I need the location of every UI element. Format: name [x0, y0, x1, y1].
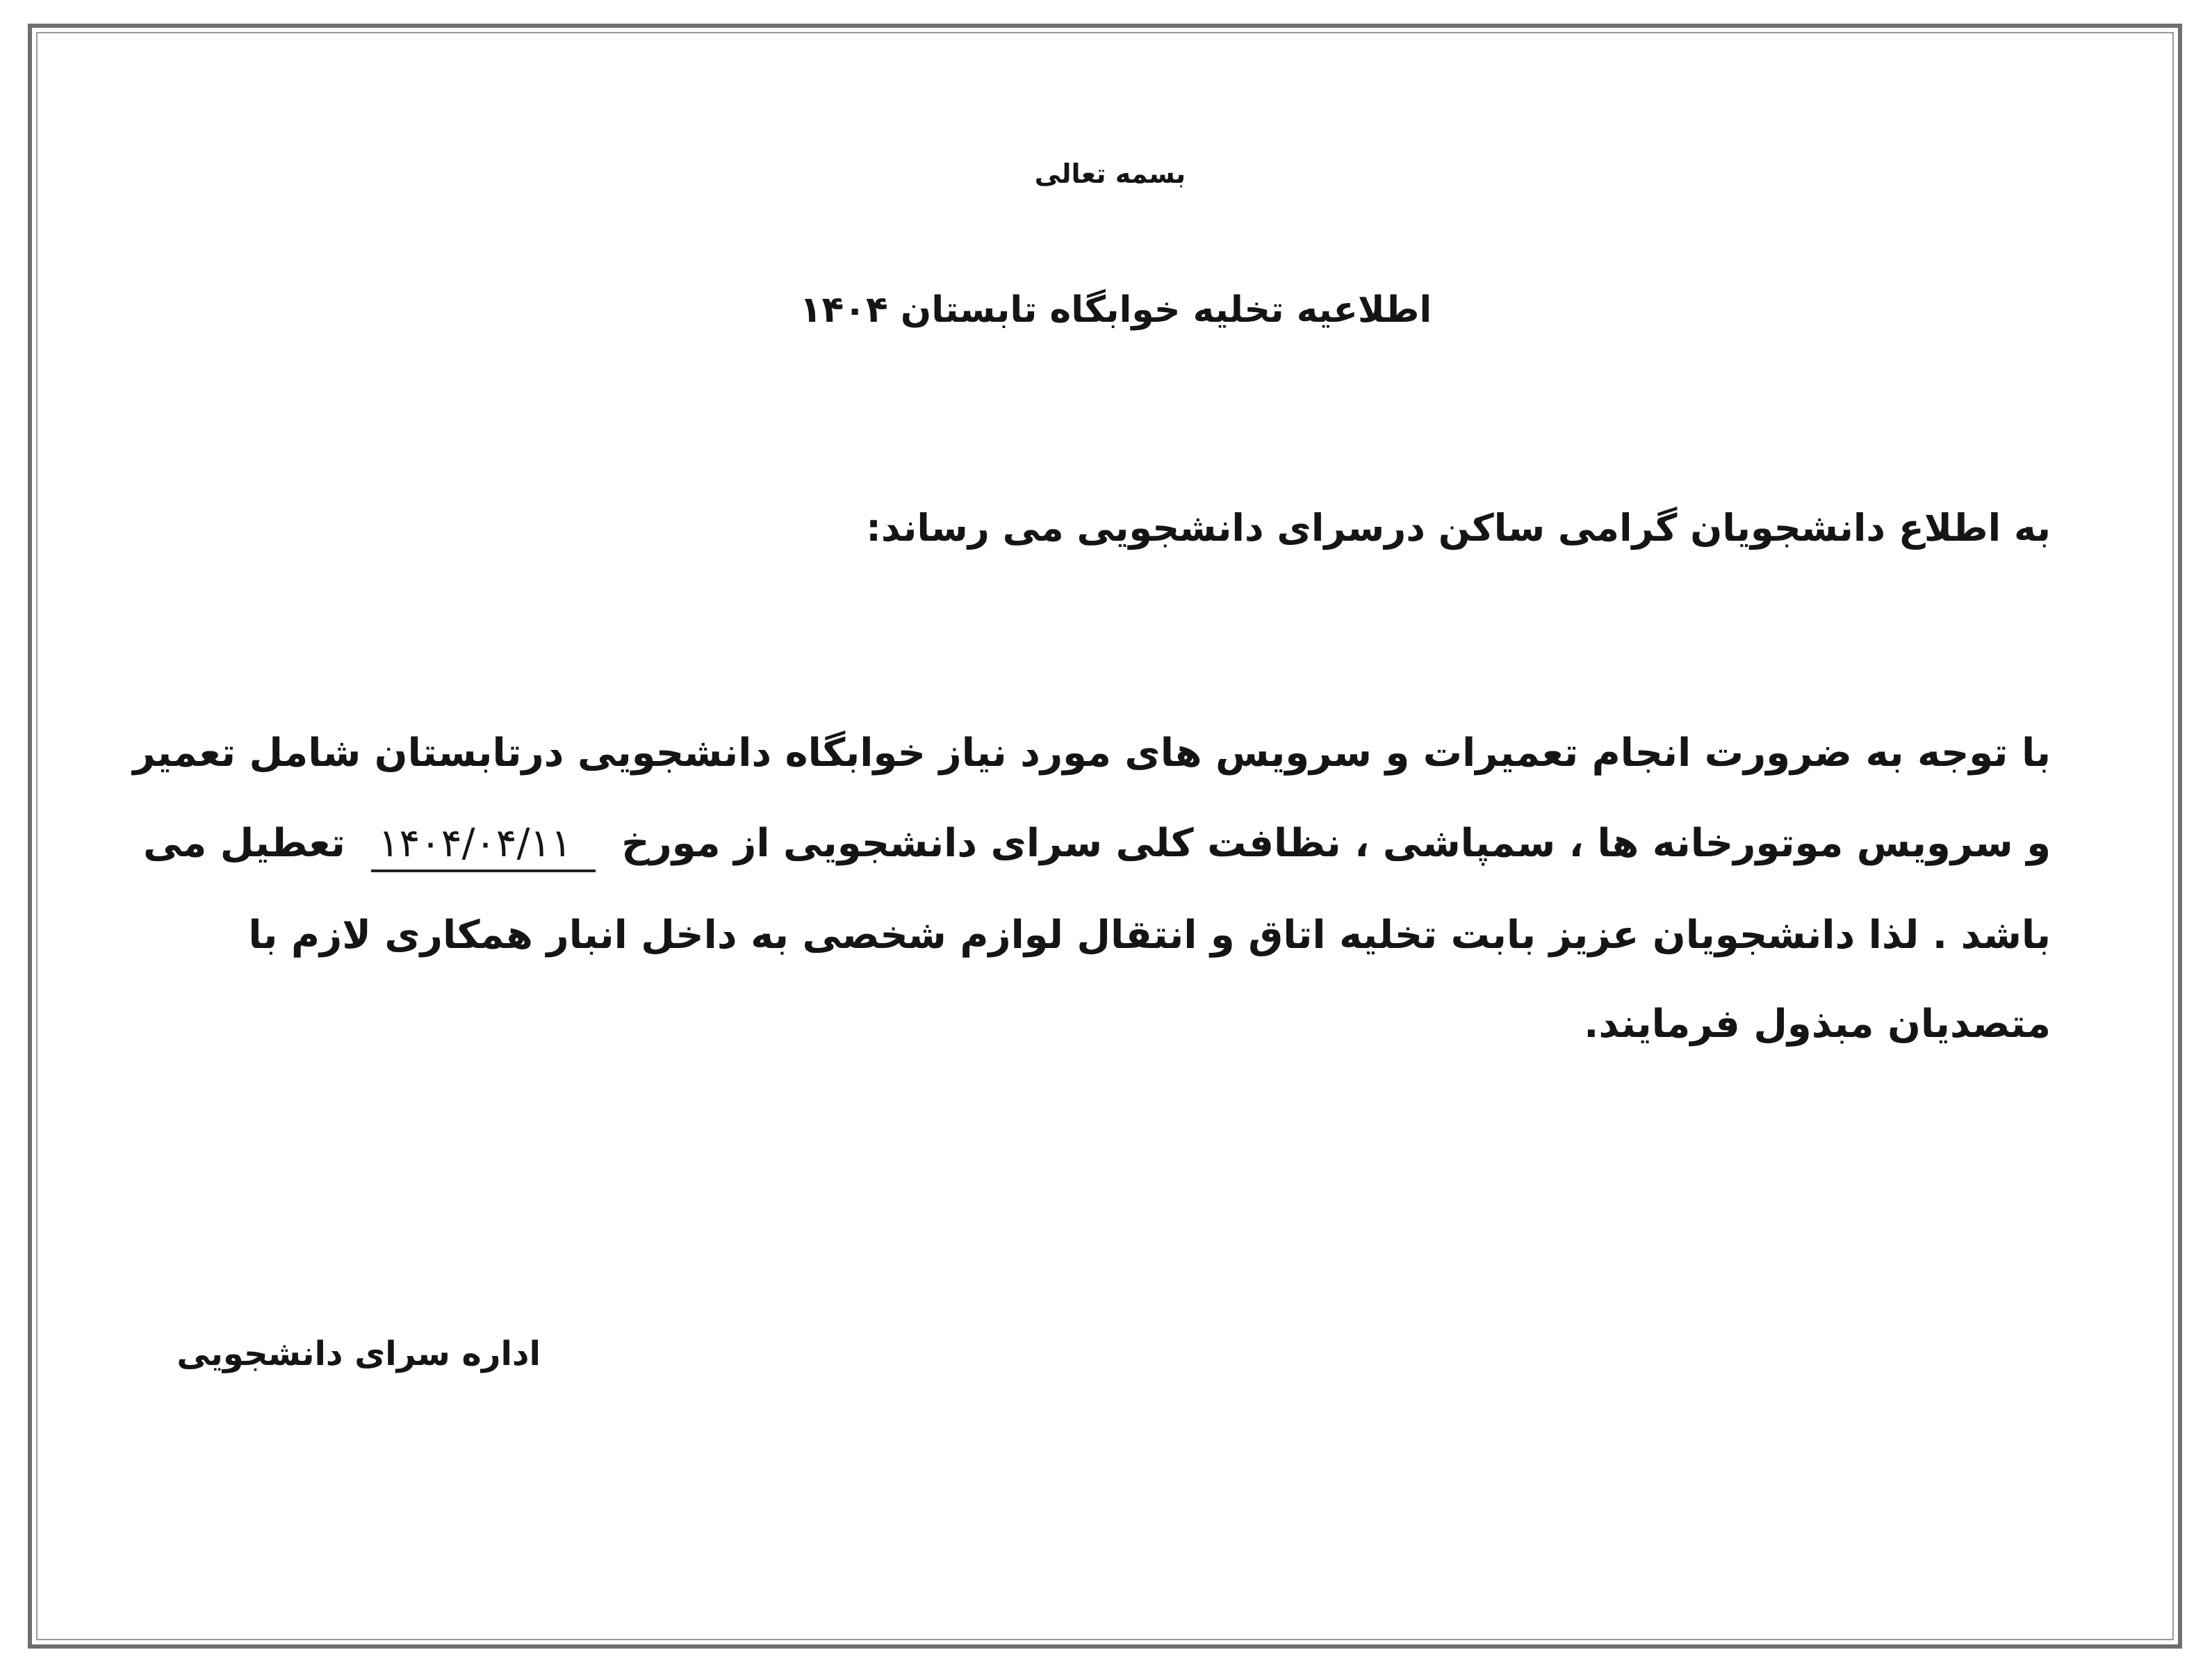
body-line-2 — [143, 820, 2051, 872]
page-title: اطلاعیه تخلیه خوابگاه تابستان ۱۴۰۴ — [799, 289, 1432, 331]
body-line-1: با توجه به ضرورت انجام تعمیرات و سرویس های مورد نیاز خوابگاه دانشجویی درتابستان شامل تعمیر — [133, 730, 2051, 776]
body-line-3: باشد . لذا دانشجویان عزیز بابت تخلیه اتاق و انتقال لوازم شخصی به داخل انبار همکاری لازم با — [248, 913, 2051, 958]
signature: اداره سرای دانشجویی — [177, 1334, 541, 1373]
date-field: ۱۴۰۴/۰۴/۱۱ — [371, 820, 595, 872]
body-line-2-start: و سرویس موتورخانه ها ، سمپاشی ، نظافت کلی سرای دانشجویی از مورخ — [621, 821, 2051, 866]
document-header: بسمه تعالی — [1034, 158, 1186, 189]
body-line-4: متصدیان مبذول فرمایند. — [1584, 1002, 2051, 1047]
body-line-2-end: تعطیل می — [142, 821, 345, 866]
intro-paragraph: به اطلاع دانشجویان گرامی ساکن درسرای دانشجویی می رساند: — [866, 506, 2051, 550]
